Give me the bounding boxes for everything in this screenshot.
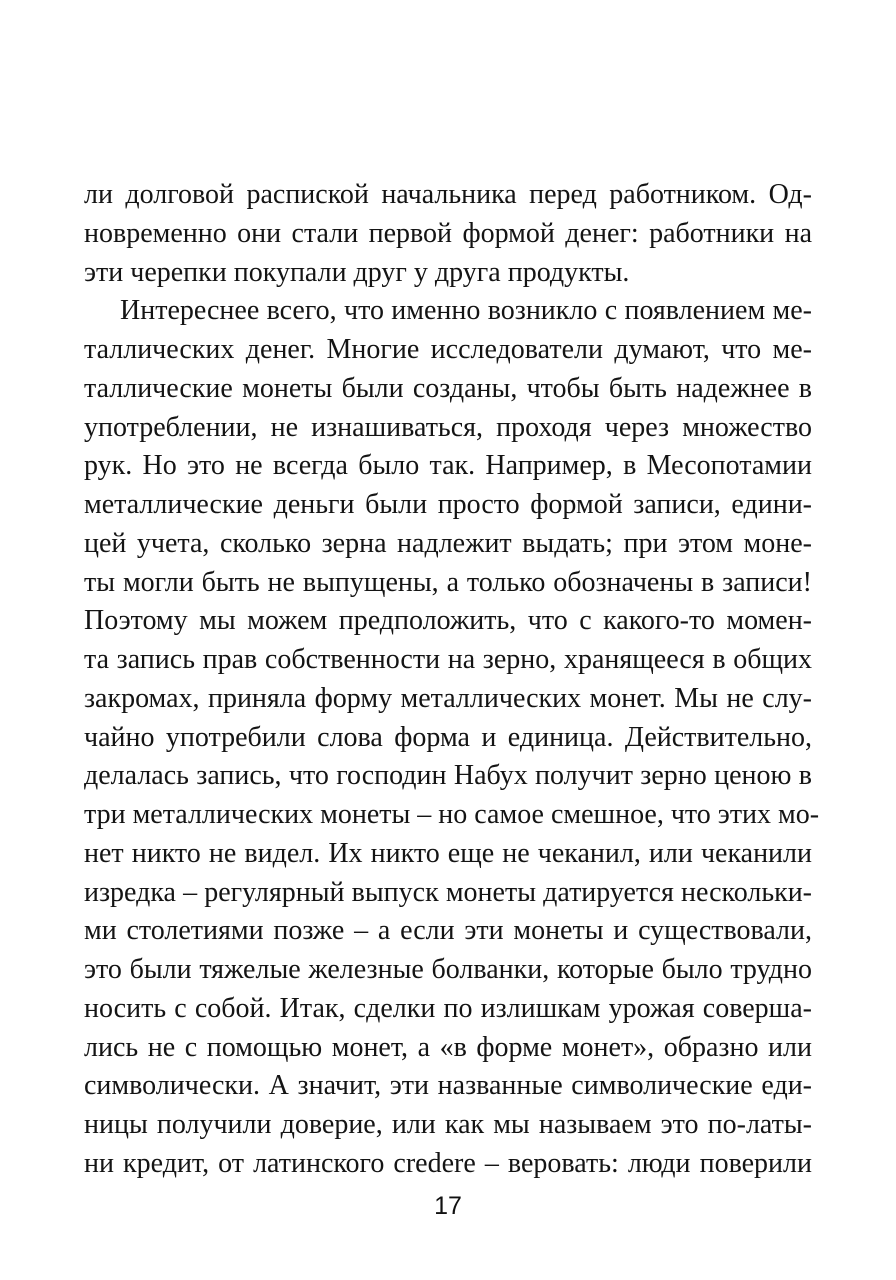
page-number: 17	[434, 1192, 462, 1220]
text-line: делалась запись, что господин Набух получит зерно ценою в	[84, 760, 812, 792]
text-line: употреблении, не изнашиваться, проходя через множество	[84, 411, 812, 443]
text-line: таллические монеты были созданы, чтобы быть надежнее в	[84, 372, 812, 404]
text-line: металлические деньги были просто формой записи, едини-	[84, 489, 812, 520]
text-line: Поэтому мы можем предположить, что с какого-то момен-	[84, 605, 812, 637]
text-line: нет никто не видел. Их никто еще не чеканил, или чеканили	[84, 837, 812, 869]
text-line: закромах, приняла форму металлических монет. Мы не слу-	[84, 682, 812, 714]
text-line: рук. Но это не всегда было так. Например, в Месопотамии	[84, 450, 812, 482]
text-line: изредка – регулярный выпуск монеты датируется нескольки-	[84, 876, 812, 908]
paragraph	[84, 292, 820, 1183]
body-text	[84, 176, 820, 1184]
text-line: ницы получили доверие, или как мы называем это по-латы-	[84, 1109, 812, 1140]
text-line: чайно употребили слова форма и единица. Действительно,	[84, 721, 812, 753]
text-line: символически. А значит, эти названные символические еди-	[84, 1070, 812, 1102]
text-line: носить с собой. Итак, сделки по излишкам урожая соверша-	[84, 992, 812, 1024]
text-line: таллических денег. Многие исследователи думают, что ме-	[84, 334, 812, 365]
text-line: цей учета, сколько зерна надлежит выдать; при этом моне-	[84, 527, 812, 559]
text-line: Интереснее всего, что именно возникло с появлением ме-	[120, 295, 812, 327]
text-line: ни кредит, от латинского credere – веровать: люди поверили	[84, 1147, 812, 1179]
text-line: это были тяжелые железные болванки, которые было трудно	[84, 954, 812, 985]
text-line: новременно они стали первой формой денег: работники на	[84, 217, 812, 249]
text-line: ты могли быть не выпущены, а только обозначены в записи!	[84, 566, 812, 598]
text-line: ли долговой распиской начальника перед работником. Од-	[84, 179, 812, 210]
text-line: та запись прав собственности на зерно, хранящееся в общих	[84, 644, 812, 675]
text-line: эти черепки покупали друг у друга продукты.	[84, 256, 630, 288]
text-line: лись не с помощью монет, а «в форме монет», образно или	[84, 1031, 812, 1063]
text-line: три металлических монеты – но самое смешное, что этих мо-	[84, 799, 820, 830]
paragraph	[84, 176, 812, 292]
text-line: ми столетиями позже – а если эти монеты и существовали,	[84, 915, 812, 947]
